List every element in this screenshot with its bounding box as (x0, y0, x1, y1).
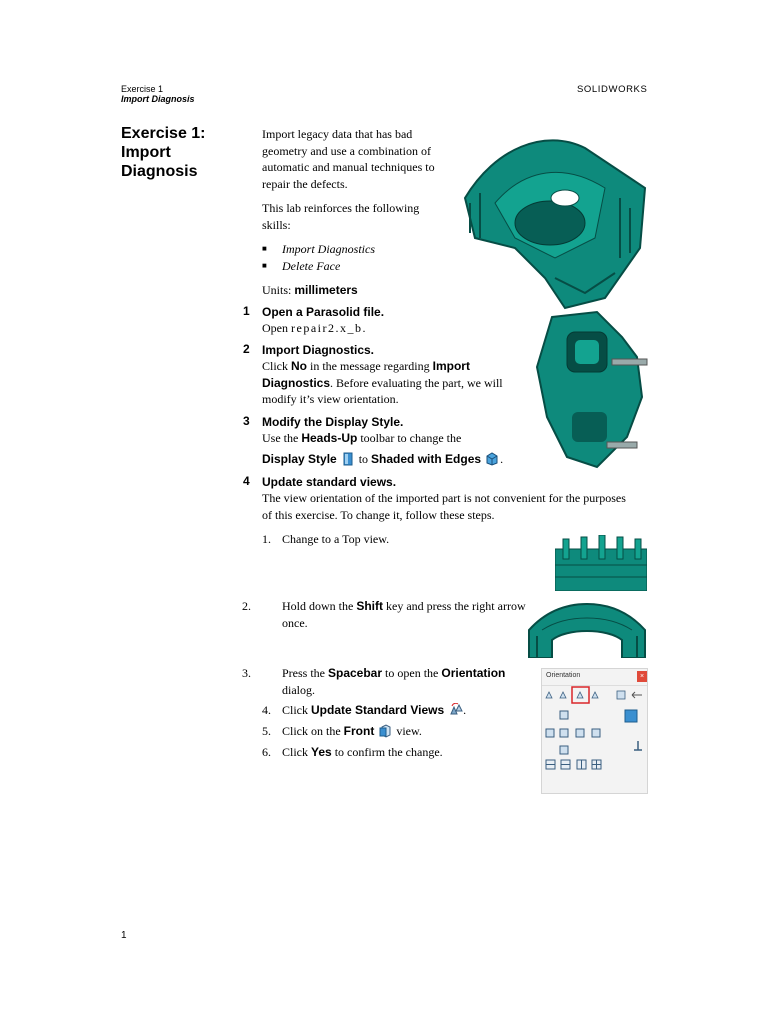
running-header (121, 84, 195, 104)
step-number: 1 (243, 304, 250, 318)
new-view-icon[interactable] (617, 691, 625, 699)
close-icon[interactable]: × (637, 671, 647, 682)
skills-intro: This lab reinforces the following skills: (262, 201, 420, 232)
part-top-view-image (555, 535, 647, 591)
units-line: Units: millimeters (262, 283, 358, 297)
step-3: Modify the Display Style. Use the Heads-Up toolbar to change the Display Style to Shaded with Edges . (262, 414, 517, 467)
orientation-dialog-toolbar (542, 686, 647, 793)
step-heading: Modify the Display Style. (262, 415, 404, 429)
substep: 2. Hold down the Shift key and press the right arrow once. (242, 599, 526, 630)
skills-list (262, 241, 447, 274)
skill-item: ■ Delete Face (262, 258, 447, 275)
step-4: Update standard views. The view orientation of the imported part is not convenient for the purposes of this exercise. To change it, follow these steps. (262, 474, 632, 523)
orientation-dialog-title: Orientation (546, 672, 581, 679)
intro-paragraph: Import legacy data that has bad geometry and use a combination of automatic and manual techniques to repair the defects. (262, 127, 435, 191)
step-number: 3 (243, 414, 250, 428)
top-view-icon[interactable] (560, 711, 568, 719)
substep: 5. Click on the Front view. (262, 724, 422, 738)
part-rotated-image (527, 307, 649, 469)
skill-item: ■ Import Diagnostics (262, 241, 447, 258)
header-product: SOLIDWORKS (577, 84, 648, 95)
pin-icon[interactable] (632, 692, 642, 698)
step-heading: Open a Parasolid file. (262, 305, 385, 319)
step-number: 2 (243, 342, 250, 356)
bottom-view-icon[interactable] (560, 746, 568, 754)
file-name: repair2.x_b (291, 321, 363, 335)
front-view-button-icon[interactable] (560, 729, 568, 737)
normal-to-icon[interactable] (634, 741, 642, 750)
step-heading: Import Diagnostics. (262, 343, 375, 357)
orientation-dialog-header (542, 669, 647, 686)
substep: 6. Click Yes to confirm the change. (262, 745, 443, 759)
step-number: 4 (243, 474, 250, 488)
isometric-view-icon[interactable] (625, 710, 637, 722)
step-1: Open a Parasolid file. Open repair2.x_b. (262, 304, 517, 337)
display-style-icon (342, 452, 354, 465)
orientation-dialog (541, 668, 648, 794)
save-view-icon[interactable] (546, 692, 552, 698)
shaded-with-edges-icon (486, 452, 498, 465)
link-view-icon[interactable] (560, 692, 566, 698)
step-2: Import Diagnostics. Click No in the message regarding Import Diagnostics. Before evaluating the part, we will modify it’s view orientation. (262, 342, 512, 408)
header-subtitle: Import Diagnosis (121, 94, 195, 104)
update-standard-views-icon (449, 703, 461, 716)
part-isometric-image (455, 128, 650, 318)
part-arch-view-image (527, 600, 647, 658)
substep: 1. Change to a Top view. (262, 532, 390, 546)
title-line-3: Diagnosis (121, 163, 198, 180)
substep: 3. Press the Spacebar to open the Orientation dialog. (242, 666, 506, 697)
update-views-icon[interactable] (577, 692, 583, 698)
substep: 4. Click Update Standard Views . (262, 703, 467, 717)
title-line-1: Exercise 1: (121, 125, 206, 142)
intro-section (262, 126, 447, 299)
exercise-title (121, 124, 241, 181)
front-view-icon (379, 724, 391, 737)
page-number: 1 (121, 930, 127, 941)
left-view-icon[interactable] (546, 729, 554, 737)
back-view-icon[interactable] (592, 729, 600, 737)
header-exercise: Exercise 1 (121, 84, 164, 94)
step-heading: Update standard views. (262, 475, 397, 489)
units-value: millimeters (294, 283, 358, 297)
reset-views-icon[interactable] (592, 692, 598, 698)
title-line-2: Import (121, 144, 171, 161)
right-view-icon[interactable] (576, 729, 584, 737)
